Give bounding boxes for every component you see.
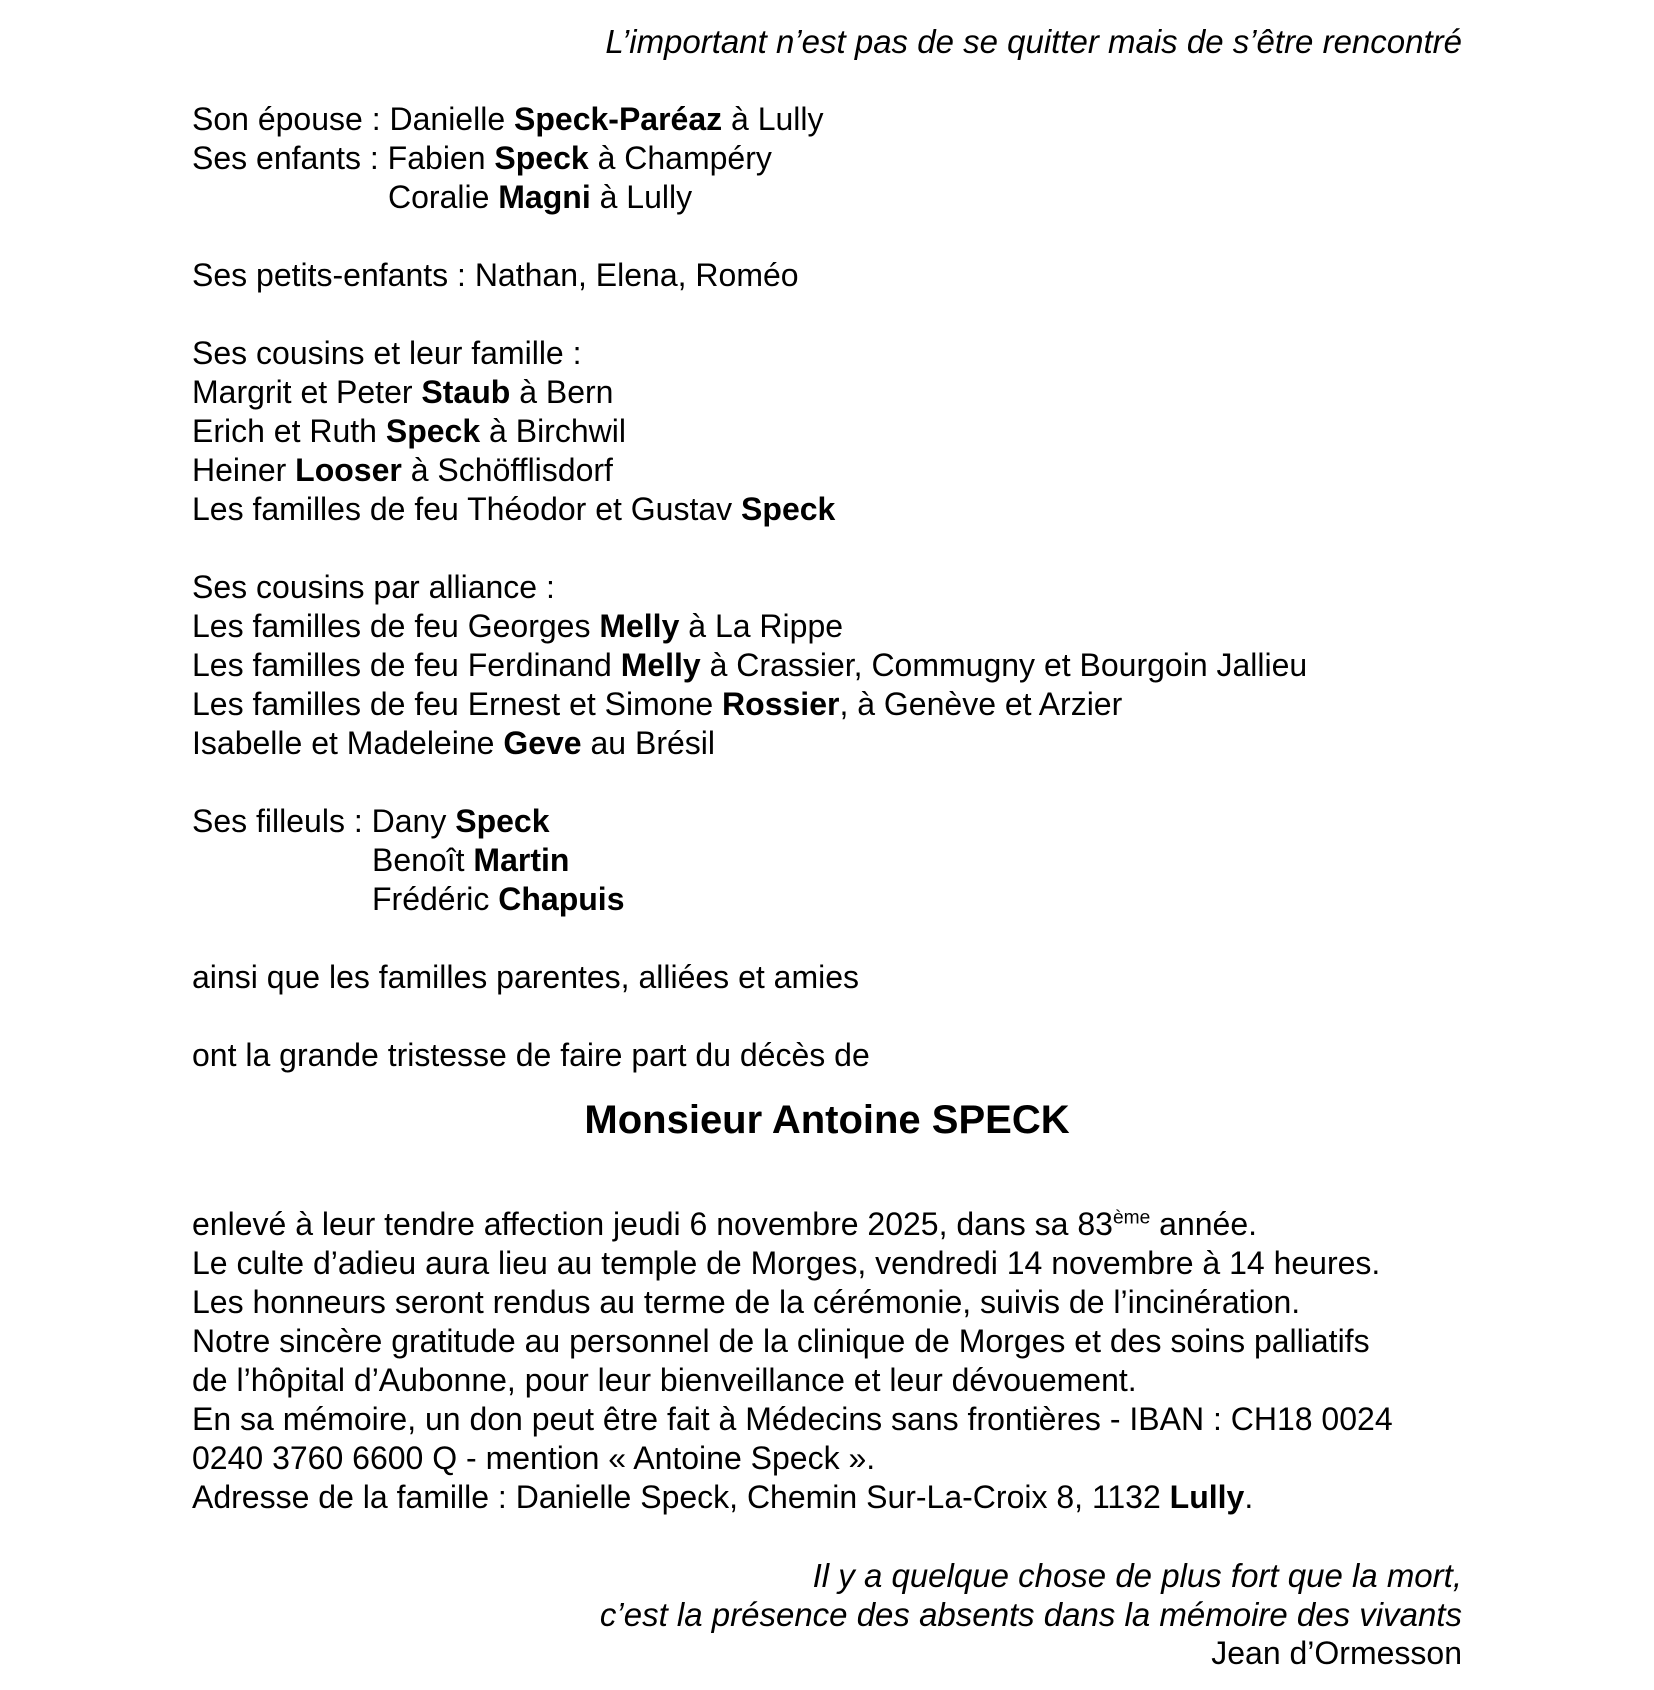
emphasized-name: Looser [295,452,402,488]
emphasized-name: Geve [503,725,582,761]
emphasized-name: Speck [741,491,836,527]
line-cousin-alliance [192,607,1462,646]
line-godchildren-3 [192,880,1462,919]
line-gratitude-2 [192,1361,1462,1400]
text-segment: ème [1112,1207,1151,1229]
text-segment: Ses cousins et leur famille : [192,335,582,371]
line-children [192,139,1462,178]
text-segment: à La Rippe [679,608,844,644]
text-segment: Notre sincère gratitude au personnel de la clinique de Morges et des soins palliatifs [192,1323,1370,1359]
line-godchildren-2 [192,841,1462,880]
emphasized-name: Speck [385,413,481,449]
line-announcement [192,1036,1462,1075]
line-honors [192,1283,1462,1322]
blank-line [192,919,1462,958]
text-segment: Jean d’Ormesson [1211,1635,1462,1671]
document-content [192,22,1462,1673]
line-ceremony [192,1244,1462,1283]
text-segment: Les honneurs seront rendus au terme de la cérémonie, suivis de l’incinération. [192,1284,1301,1320]
text-segment: En sa mémoire, un don peut être fait à Médecins sans frontières - IBAN : CH18 0024 [192,1401,1393,1437]
blank-line [192,997,1462,1036]
text-segment: à Schöfflisdorf [401,452,613,488]
text-segment: Les familles de feu Ferdinand [192,647,621,683]
text-segment: L’important n’est pas de se quitter mais de s’être rencontré [605,23,1462,60]
text-segment: de l’hôpital d’Aubonne, pour leur bienveillance et leur dévouement. [192,1362,1137,1398]
text-segment: à Bern [510,374,614,410]
text-segment: Les familles de feu Georges [192,608,600,644]
text-segment: Erich et Ruth [192,413,386,449]
blank-line [192,61,1462,100]
text-segment: , à Genève et Arzier [839,686,1123,722]
text-segment: ont la grande tristesse de faire part du décès de [192,1037,870,1073]
emphasized-name: Chapuis [498,881,625,917]
line-spouse [192,100,1462,139]
text-segment: à Birchwil [480,413,626,449]
text-segment: Isabelle et Madeleine [192,725,504,761]
line-grandchildren [192,256,1462,295]
text-segment: Le culte d’adieu aura lieu au temple de Morges, vendredi 14 novembre à 14 heures. [192,1245,1381,1281]
text-segment: Frédéric [372,881,499,917]
emphasized-name: Speck [455,803,550,839]
blank-line [192,1517,1462,1556]
text-segment: Son épouse : Danielle [192,101,514,137]
text-segment: ainsi que les familles parentes, alliées et amies [192,959,859,995]
line-cousin-alliance [192,685,1462,724]
emphasized-name: Rossier [722,686,840,722]
line-family-address [192,1478,1462,1517]
text-segment: Coralie [388,179,499,215]
line-death-date [192,1205,1462,1244]
text-segment: à Lully [590,179,693,215]
emphasized-name: Speck [494,140,589,176]
text-segment: à Lully [722,101,824,137]
line-cousin-alliance [192,724,1462,763]
line-cousin [192,373,1462,412]
closing-attribution [192,1634,1462,1673]
emphasized-name: Staub [421,374,511,410]
blank-line [192,529,1462,568]
emphasized-name: Monsieur Antoine SPECK [584,1098,1070,1142]
text-segment: enlevé à leur tendre affection jeudi 6 novembre 2025, dans sa 83 [192,1206,1113,1242]
blank-line [192,295,1462,334]
text-segment: Les familles de feu Ernest et Simone [192,686,723,722]
text-segment: 0240 3760 6600 Q - mention « Antoine Speck ». [192,1440,876,1476]
line-cousin [192,412,1462,451]
text-segment: Ses petits-enfants : Nathan, Elena, Roméo [192,257,799,293]
line-cousin [192,451,1462,490]
emphasized-name: Lully [1169,1479,1245,1515]
text-segment: à Champéry [588,140,772,176]
text-segment: année. [1150,1206,1258,1242]
emphasized-name: Martin [473,842,570,878]
line-donation-2 [192,1439,1462,1478]
deceased-name-title [192,1095,1462,1145]
emphasized-name: Melly [620,647,701,683]
line-gratitude-1 [192,1322,1462,1361]
closing-quote-line-2 [192,1595,1462,1634]
line-cousins-header [192,334,1462,373]
text-segment: Margrit et Peter [192,374,422,410]
emphasized-name: Speck-Paréaz [514,101,723,137]
text-segment: Les familles de feu Théodor et Gustav [192,491,742,527]
closing-quote-line-1 [192,1556,1462,1595]
text-segment: Ses cousins par alliance : [192,569,555,605]
text-segment: Ses enfants : Fabien [192,140,495,176]
line-children-2 [192,178,1462,217]
line-families [192,958,1462,997]
text-segment: . [1244,1479,1254,1515]
text-segment: Il y a quelque chose de plus fort que la mort, [812,1557,1462,1594]
text-segment: c’est la présence des absents dans la mémoire des vivants [599,1596,1462,1633]
text-segment: Heiner [192,452,296,488]
blank-line [192,763,1462,802]
line-cousin-alliance [192,646,1462,685]
text-segment: Adresse de la famille : Danielle Speck, Chemin Sur-La-Croix 8, 1132 [192,1479,1170,1515]
blank-line [192,217,1462,256]
emphasized-name: Magni [498,179,591,215]
emphasized-name: Melly [599,608,680,644]
text-segment: Benoît [372,842,474,878]
text-segment: au Brésil [581,725,715,761]
text-segment: Ses filleuls : Dany [192,803,456,839]
text-segment: à Crassier, Commugny et Bourgoin Jallieu [700,647,1308,683]
line-donation-1 [192,1400,1462,1439]
line-cousin [192,490,1462,529]
opening-quote [192,22,1462,61]
line-godchildren [192,802,1462,841]
line-cousins-alliance-header [192,568,1462,607]
